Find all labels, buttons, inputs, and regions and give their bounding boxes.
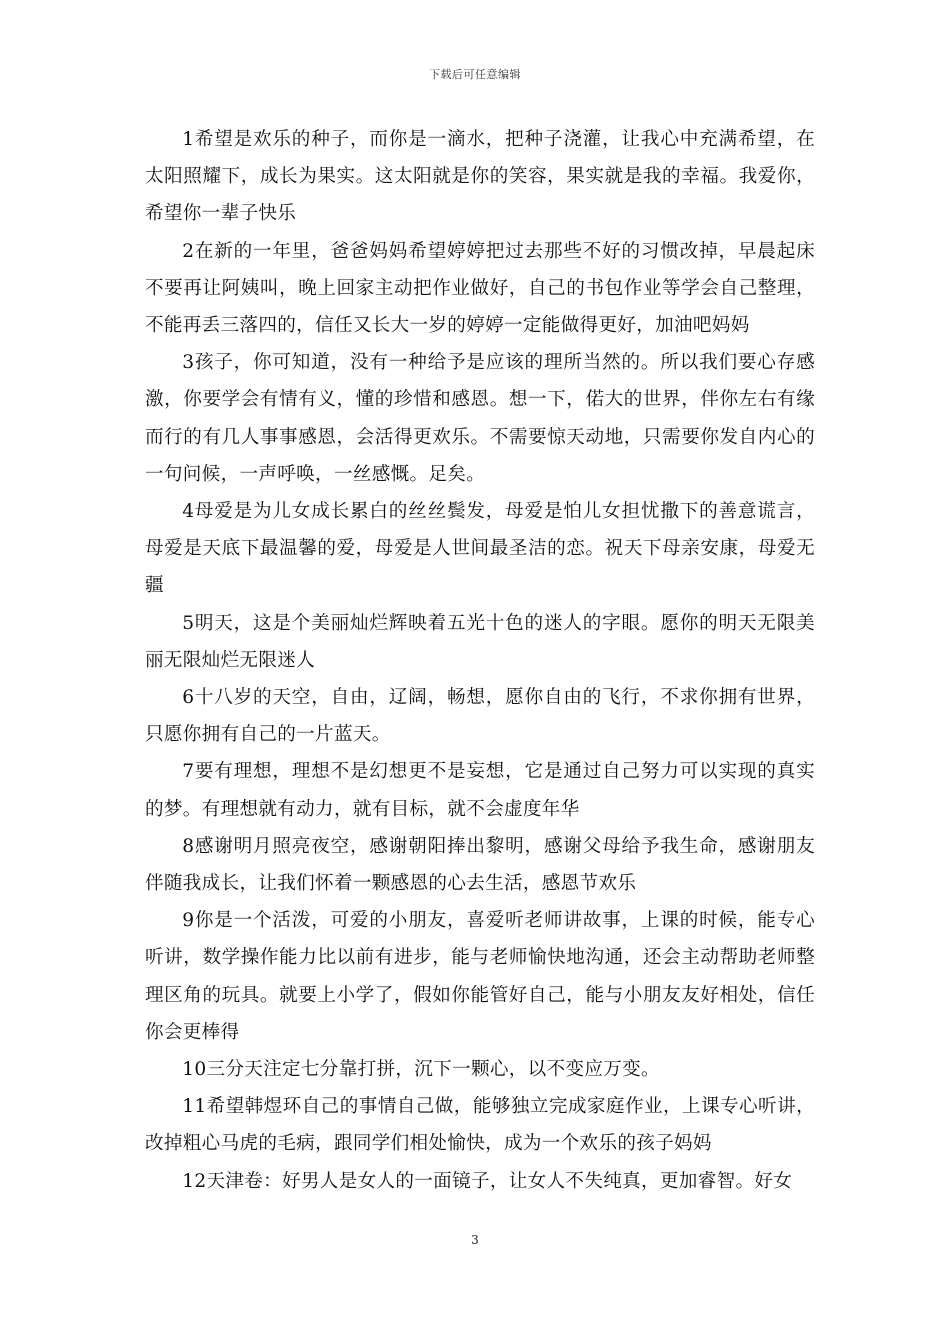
paragraph-1: 1希望是欢乐的种子，而你是一滴水，把种子浇灌，让我心中充满希望，在太阳照耀下，成长为果实。这太阳就是你的笑容，果实就是我的幸福。我爱你，希望你一辈子快乐 [145,129,815,225]
paragraph-4: 4母爱是为儿女成长累白的丝丝鬓发，母爱是怕儿女担忧撒下的善意谎言，母爱是天底下最温馨的爱，母爱是人世间最圣洁的恋。祝天下母亲安康，母爱无疆 [145,501,815,597]
paragraph-11: 11希望韩煜环自己的事情自己做，能够独立完成家庭作业，上课专心听讲，改掉粗心马虎的毛病，跟同学们相处愉快，成为一个欢乐的孩子妈妈 [145,1096,815,1155]
document-body [145,121,815,1200]
page-header: 下载后可任意编辑 [429,68,521,81]
paragraph-8: 8感谢明月照亮夜空，感谢朝阳捧出黎明，感谢父母给予我生命，感谢朋友伴随我成长，让我们怀着一颗感恩的心去生活，感恩节欢乐 [145,835,815,895]
paragraph-6: 6十八岁的天空，自由，辽阔，畅想，愿你自由的飞行，不求你拥有世界，只愿你拥有自己的一片蓝天。 [145,687,815,746]
paragraph-10: 10三分天注定七分靠打拼，沉下一颗心，以不变应万变。 [182,1059,660,1081]
paragraph-7: 7要有理想，理想不是幻想更不是妄想，它是通过自己努力可以实现的真实的梦。有理想就有动力，就有目标，就不会虚度年华 [145,761,815,820]
page-number: 3 [471,1233,479,1247]
paragraph-12: 12天津卷：好男人是女人的一面镜子，让女人不失纯真，更加睿智。好女 [182,1170,793,1192]
paragraph-5: 5明天，这是个美丽灿烂辉映着五光十色的迷人的字眼。愿你的明天无限美丽无限灿烂无限迷人 [145,612,815,671]
paragraph-3: 3孩子，你可知道，没有一种给予是应该的理所当然的。所以我们要心存感激，你要学会有情有义，懂的珍惜和感恩。想一下，偌大的世界，伴你左右有缘而行的有几人事事感恩，会活得更欢乐。不需要惊天动地，只需要你发自内心的一句问候，一声呼唤，一丝感慨。足矣。 [145,352,815,485]
paragraph-2: 2在新的一年里，爸爸妈妈希望婷婷把过去那些不好的习惯改掉，早晨起床不要再让阿姨叫，晚上回家主动把作业做好，自己的书包作业等学会自己整理，不能再丢三落四的，信任又长大一岁的婷婷一定能做得更好，加油吧妈妈 [145,240,815,337]
paragraph-9: 9你是一个活泼，可爱的小朋友，喜爱听老师讲故事，上课的时候，能专心听讲，数学操作能力比以前有进步，能与老师愉快地沟通，还会主动帮助老师整理区角的玩具。就要上小学了，假如你能管好自己，能与小朋友友好相处，信任你会更棒得 [145,910,815,1043]
